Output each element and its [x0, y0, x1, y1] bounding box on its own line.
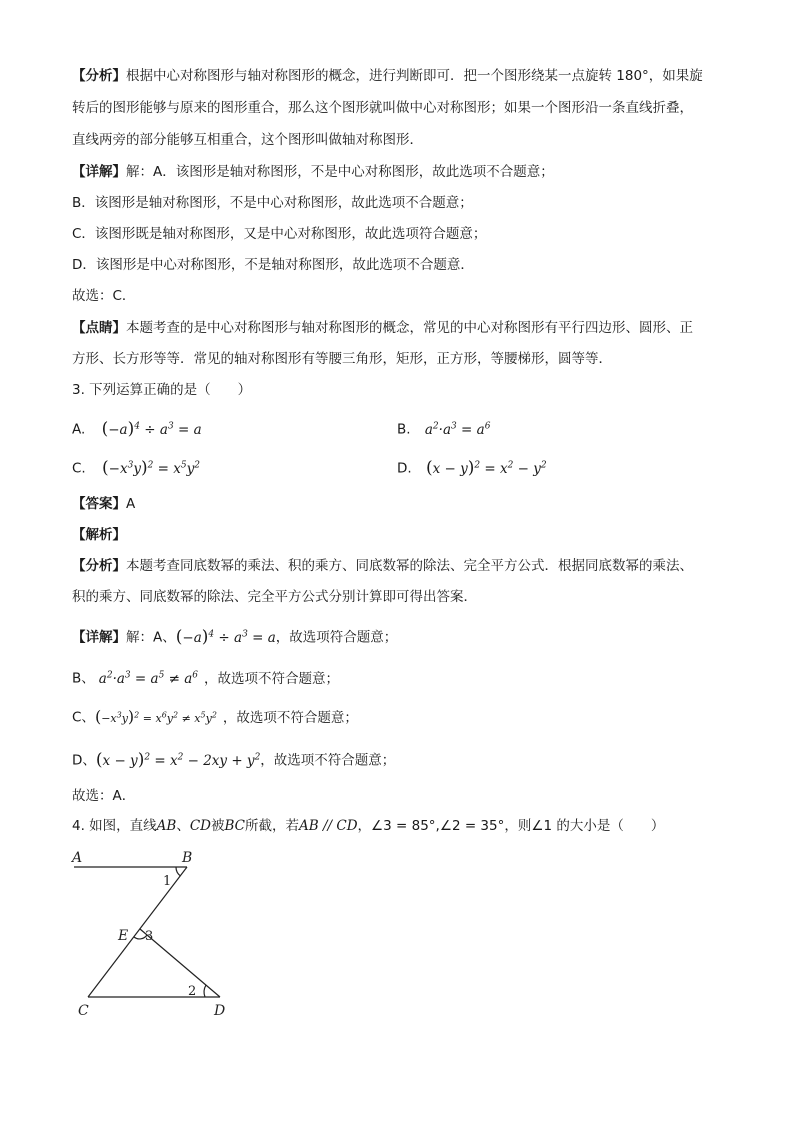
q3-option-a — [72, 416, 202, 440]
detail2-c: C．该图形既是轴对称图形，又是中心对称图形，故此选项符合题意； — [72, 226, 487, 242]
q3-answer — [72, 494, 135, 514]
q3-detail-tag: 【详解】 — [72, 629, 126, 646]
q4-stem-mid2: 所截，若 — [245, 818, 300, 834]
comment2-line2: 方形、长方形等等．常见的轴对称图形有等腰三角形，矩形，正方形，等腰梯形，圆等等． — [72, 351, 612, 367]
q3-stem: 3. 下列运算正确的是（ ） — [72, 382, 252, 398]
analysis2-line2: 转后的图形能够与原来的图形重合，那么这个图形就叫做中心对称图形；如果一个图形沿一条直线折叠， — [72, 100, 693, 116]
arc-angle-2 — [204, 985, 206, 997]
q4-geometry-figure — [60, 845, 240, 1025]
q3-detail-a — [72, 624, 397, 648]
q4-line-ab: AB — [156, 818, 177, 834]
q3-detail-a-pre: 解：A、 — [126, 629, 176, 646]
analysis2-line3: 直线两旁的部分能够互相重合，这个图形叫做轴对称图形． — [72, 132, 423, 148]
comment2-tag: 【点睛】 — [72, 320, 126, 336]
q3-detail-b-post: ，故选项不符合题意； — [204, 670, 340, 687]
label-b: B — [182, 850, 193, 866]
detail2-choice: 故选：C． — [72, 288, 136, 304]
label-1: 1 — [163, 874, 172, 889]
detail2-line-a — [72, 162, 554, 182]
q4-stem-mid3: ， — [357, 818, 372, 834]
comment2-line1 — [72, 318, 693, 338]
q3-detail-d-pre: D、 — [72, 752, 96, 769]
q3-option-c-formula: $(-x^3y)^2 = x^5y^2$ — [102, 457, 200, 478]
label-d: D — [214, 1003, 226, 1019]
detail2-tag: 【详解】 — [72, 164, 126, 180]
q3-option-d — [397, 455, 547, 479]
q3-answer-tag: 【答案】 — [72, 496, 126, 512]
q4-stem-mid1: 被 — [211, 818, 225, 834]
q4-stem-pre: 4. 如图，直线 — [72, 818, 157, 834]
label-e: E — [118, 928, 129, 944]
analysis2-tag: 【分析】 — [72, 68, 126, 84]
q3-option-a-formula: $(-a)^4 \div a^3 = a$ — [101, 418, 202, 439]
label-a: A — [72, 850, 83, 866]
q4-line-bc: BC — [224, 818, 246, 834]
q3-analysis-line2: 积的乘方、同底数幂的除法、完全平方公式分别计算即可得出答案． — [72, 589, 477, 605]
q3-choice: 故选：A． — [72, 788, 136, 804]
q3-option-b-formula: $a^2\cdot a^3 = a^6$ — [424, 421, 491, 438]
q3-detail-b — [72, 665, 339, 689]
q3-analysis-tag: 【分析】 — [72, 558, 126, 574]
detail2-a: 解：A．该图形是轴对称图形，不是中心对称图形，故此选项不合题意； — [126, 164, 554, 180]
q4-stem-mid4: ，则∠1 的大小是（ ） — [504, 818, 665, 834]
label-2: 2 — [188, 984, 197, 999]
label-3: 3 — [145, 929, 154, 944]
q3-answer-value: A — [126, 496, 136, 512]
q3-detail-a-post: ，故选项符合题意； — [275, 629, 398, 646]
q3-detail-c-post: ，故选项不符合题意； — [222, 709, 358, 726]
q3-explain-tag: 【解析】 — [72, 527, 126, 543]
arc-angle-1 — [176, 867, 181, 876]
q3-detail-d-post: ，故选项不符合题意； — [260, 752, 396, 769]
q3-detail-a-formula: $(-a)^4 \div a^3 = a$ — [175, 626, 276, 647]
analysis2-text1: 根据中心对称图形与轴对称图形的概念，进行判断即可．把一个图形绕某一点旋转 180°，如果旋 — [126, 68, 703, 84]
q3-detail-d — [72, 747, 395, 771]
detail2-d: D．该图形是中心对称图形，不是轴对称图形，故此选项不合题意． — [72, 257, 474, 273]
line-bc — [88, 867, 187, 997]
q3-option-b — [397, 416, 490, 440]
label-c: C — [78, 1003, 89, 1019]
comment2-text1: 本题考查的是中心对称图形与轴对称图形的概念，常见的中心对称图形有平行四边形、圆形、正 — [126, 320, 693, 336]
q3-detail-c-formula: $(-x^3y)^2 = x^6y^2 \ne x^5y^2$ — [94, 706, 217, 726]
q3-detail-b-formula: $a^2\cdot a^3 = a^5 \ne a^6$ — [98, 670, 199, 687]
q3-option-c-label: C. — [72, 460, 86, 477]
q3-option-c — [72, 455, 200, 479]
q4-stem — [72, 816, 664, 836]
q4-sep: 、 — [176, 818, 190, 834]
analysis2-line1 — [72, 66, 703, 86]
q4-parallel: AB // CD — [299, 818, 358, 834]
q3-detail-c-pre: C、 — [72, 709, 95, 726]
q3-detail-b-pre: B、 — [72, 670, 95, 687]
q3-option-d-label: D. — [397, 460, 412, 477]
detail2-b: B．该图形是轴对称图形，不是中心对称图形，故此选项不合题意； — [72, 195, 473, 211]
q4-angles: ∠3 = 85°,∠2 = 35° — [371, 818, 505, 834]
q3-detail-c — [72, 705, 358, 729]
q3-detail-d-formula: $(x - y)^2 = x^2 - 2xy + y^2$ — [95, 749, 261, 770]
q3-option-b-label: B. — [397, 421, 411, 438]
q3-analysis-text1: 本题考查同底数幂的乘法、积的乘方、同底数幂的除法、完全平方公式．根据同底数幂的乘法、 — [126, 558, 693, 574]
q3-option-d-formula: $(x - y)^2 = x^2 - y^2$ — [425, 457, 547, 478]
q3-analysis-line1 — [72, 556, 693, 576]
q3-option-a-label: A. — [72, 421, 86, 438]
q4-line-cd: CD — [189, 818, 211, 834]
